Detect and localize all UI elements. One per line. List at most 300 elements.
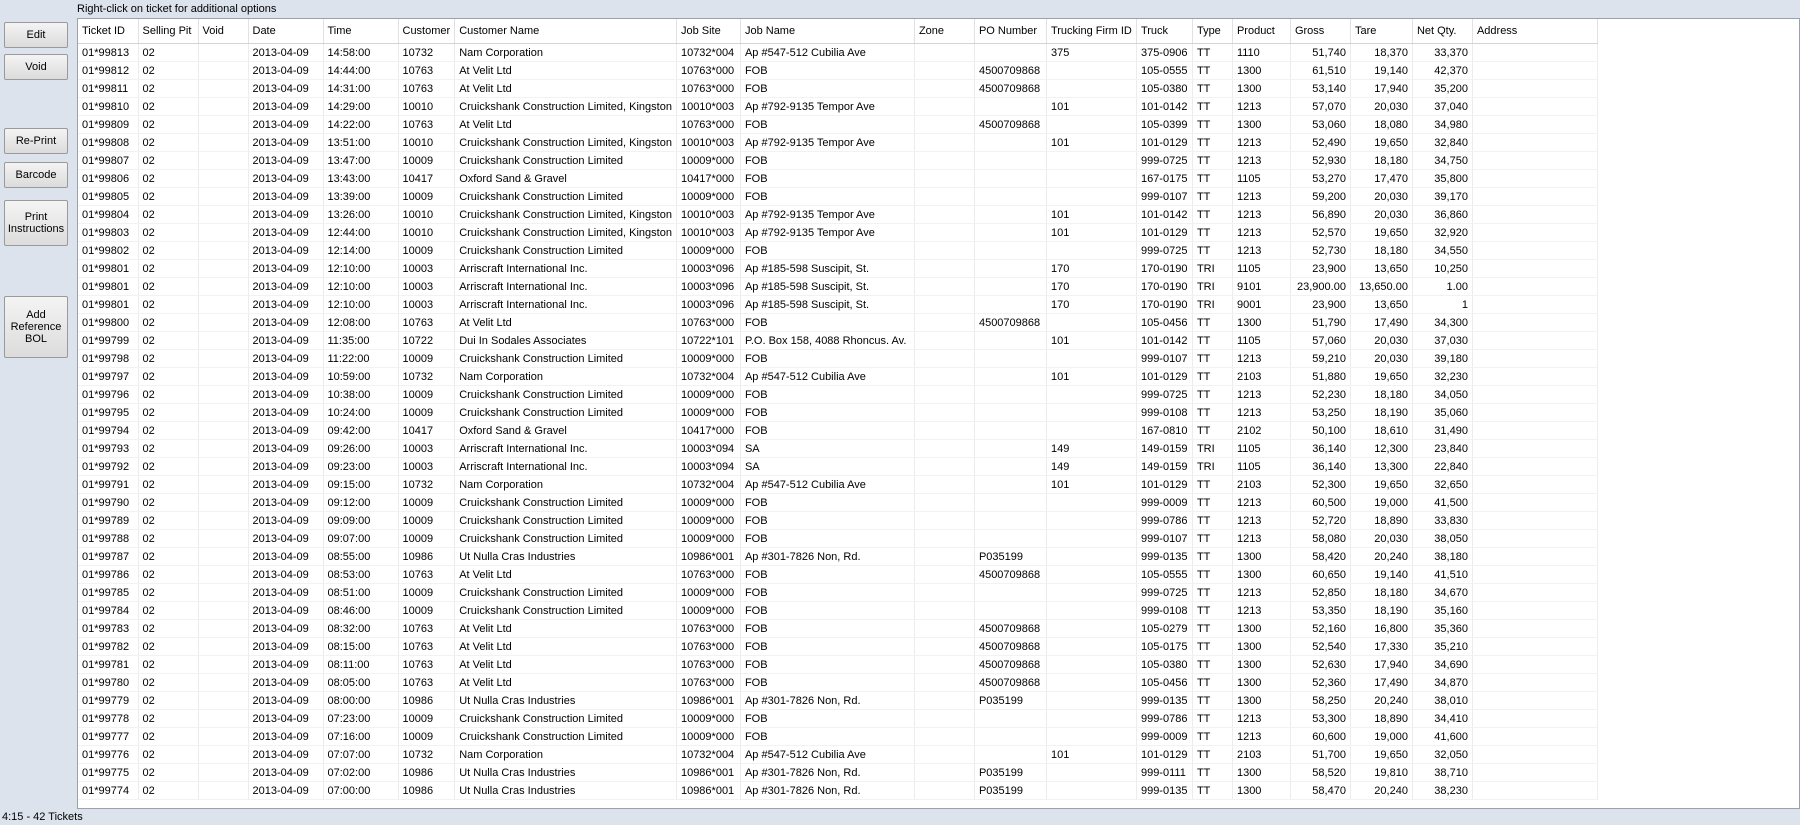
table-row[interactable] [78, 62, 1597, 80]
table-row[interactable] [78, 458, 1597, 476]
cell-customer-name: Cruickshank Construction Limited [455, 602, 677, 620]
cell-customer: 10010 [398, 224, 455, 242]
cell-zone [914, 188, 974, 206]
table-row[interactable] [78, 224, 1597, 242]
cell-net-qty: 36,860 [1412, 206, 1472, 224]
column-header-void[interactable]: Void [198, 19, 248, 44]
table-row[interactable] [78, 422, 1597, 440]
status-bar-text: 4:15 - 42 Tickets [2, 811, 83, 823]
cell-customer-name: Oxford Sand & Gravel [455, 170, 677, 188]
column-header-customer-name[interactable]: Customer Name [455, 19, 677, 44]
cell-net-qty: 35,800 [1412, 170, 1472, 188]
cell-job-name: Ap #301-7826 Non, Rd. [740, 692, 914, 710]
cell-date: 2013-04-09 [248, 98, 323, 116]
cell-customer-name: Cruickshank Construction Limited [455, 386, 677, 404]
action-sidebar [0, 16, 74, 806]
cell-ticket-id: 01*99805 [78, 188, 138, 206]
cell-job-name: Ap #792-9135 Tempor Ave [740, 134, 914, 152]
cell-time: 08:32:00 [323, 620, 398, 638]
cell-job-name: FOB [740, 512, 914, 530]
cell-po-number [974, 224, 1046, 242]
table-row[interactable] [78, 692, 1597, 710]
cell-type: TT [1192, 188, 1232, 206]
cell-date: 2013-04-09 [248, 206, 323, 224]
cell-truck: 105-0175 [1136, 638, 1192, 656]
cell-truck: 999-0009 [1136, 728, 1192, 746]
column-header-trucking-firm-id[interactable]: Trucking Firm ID [1046, 19, 1136, 44]
table-row[interactable] [78, 260, 1597, 278]
cell-selling-pit: 02 [138, 458, 198, 476]
column-header-ticket-id[interactable]: Ticket ID [78, 19, 138, 44]
cell-truck: 105-0555 [1136, 62, 1192, 80]
cell-time: 08:51:00 [323, 584, 398, 602]
cell-trucking-firm-id [1046, 350, 1136, 368]
cell-job-name: Ap #547-512 Cubilia Ave [740, 476, 914, 494]
cell-po-number [974, 134, 1046, 152]
cell-trucking-firm-id [1046, 674, 1136, 692]
cell-po-number [974, 188, 1046, 206]
cell-product: 1105 [1232, 458, 1290, 476]
cell-product: 1300 [1232, 548, 1290, 566]
cell-time: 14:58:00 [323, 44, 398, 62]
cell-selling-pit: 02 [138, 242, 198, 260]
table-row[interactable] [78, 728, 1597, 746]
cell-job-name: Ap #792-9135 Tempor Ave [740, 224, 914, 242]
cell-zone [914, 44, 974, 62]
column-header-po-number[interactable]: PO Number [974, 19, 1046, 44]
table-header-row [78, 19, 1597, 44]
cell-gross: 52,720 [1290, 512, 1350, 530]
cell-time: 09:26:00 [323, 440, 398, 458]
cell-ticket-id: 01*99776 [78, 746, 138, 764]
cell-trucking-firm-id [1046, 764, 1136, 782]
cell-zone [914, 584, 974, 602]
cell-address [1472, 602, 1597, 620]
cell-zone [914, 422, 974, 440]
cell-selling-pit: 02 [138, 224, 198, 242]
cell-type: TT [1192, 242, 1232, 260]
cell-ticket-id: 01*99797 [78, 368, 138, 386]
cell-address [1472, 440, 1597, 458]
cell-customer-name: Cruickshank Construction Limited [455, 728, 677, 746]
cell-selling-pit: 02 [138, 782, 198, 800]
cell-selling-pit: 02 [138, 584, 198, 602]
cell-selling-pit: 02 [138, 404, 198, 422]
cell-trucking-firm-id [1046, 62, 1136, 80]
column-header-tare[interactable]: Tare [1350, 19, 1412, 44]
table-row[interactable] [78, 512, 1597, 530]
cell-customer-name: Arriscraft International Inc. [455, 458, 677, 476]
cell-type: TT [1192, 494, 1232, 512]
table-row[interactable] [78, 404, 1597, 422]
table-row[interactable] [78, 674, 1597, 692]
cell-truck: 105-0456 [1136, 674, 1192, 692]
column-header-type[interactable]: Type [1192, 19, 1232, 44]
cell-product: 1300 [1232, 656, 1290, 674]
cell-job-site: 10763*000 [676, 62, 740, 80]
table-row[interactable] [78, 278, 1597, 296]
cell-po-number [974, 404, 1046, 422]
cell-date: 2013-04-09 [248, 314, 323, 332]
cell-time: 10:24:00 [323, 404, 398, 422]
cell-truck: 105-0380 [1136, 656, 1192, 674]
cell-type: TT [1192, 134, 1232, 152]
cell-selling-pit: 02 [138, 278, 198, 296]
cell-net-qty: 34,300 [1412, 314, 1472, 332]
column-header-date[interactable]: Date [248, 19, 323, 44]
cell-time: 12:44:00 [323, 224, 398, 242]
table-row[interactable] [78, 710, 1597, 728]
tickets-table [78, 19, 1598, 800]
cell-ticket-id: 01*99806 [78, 170, 138, 188]
cell-trucking-firm-id [1046, 566, 1136, 584]
table-row[interactable] [78, 332, 1597, 350]
cell-gross: 52,630 [1290, 656, 1350, 674]
cell-type: TT [1192, 566, 1232, 584]
cell-customer-name: Cruickshank Construction Limited [455, 512, 677, 530]
column-header-job-site[interactable]: Job Site [676, 19, 740, 44]
cell-address [1472, 494, 1597, 512]
cell-job-site: 10009*000 [676, 188, 740, 206]
cell-job-name: Ap #185-598 Suscipit, St. [740, 296, 914, 314]
table-row[interactable] [78, 620, 1597, 638]
table-row[interactable] [78, 116, 1597, 134]
cell-net-qty: 35,210 [1412, 638, 1472, 656]
cell-trucking-firm-id [1046, 782, 1136, 800]
cell-customer-name: Cruickshank Construction Limited [455, 584, 677, 602]
cell-address [1472, 314, 1597, 332]
cell-tare: 19,650 [1350, 134, 1412, 152]
cell-zone [914, 206, 974, 224]
cell-ticket-id: 01*99802 [78, 242, 138, 260]
cell-type: TT [1192, 314, 1232, 332]
cell-selling-pit: 02 [138, 368, 198, 386]
table-row[interactable] [78, 242, 1597, 260]
cell-product: 9101 [1232, 278, 1290, 296]
table-row[interactable] [78, 476, 1597, 494]
cell-time: 10:59:00 [323, 368, 398, 386]
cell-type: TT [1192, 476, 1232, 494]
cell-ticket-id: 01*99782 [78, 638, 138, 656]
cell-address [1472, 44, 1597, 62]
tickets-grid[interactable] [77, 18, 1800, 809]
table-row[interactable] [78, 44, 1597, 62]
cell-void [198, 98, 248, 116]
cell-customer-name: Arriscraft International Inc. [455, 260, 677, 278]
cell-date: 2013-04-09 [248, 80, 323, 98]
cell-zone [914, 440, 974, 458]
cell-date: 2013-04-09 [248, 188, 323, 206]
cell-job-name: FOB [740, 386, 914, 404]
cell-date: 2013-04-09 [248, 332, 323, 350]
cell-job-site: 10009*000 [676, 710, 740, 728]
table-row[interactable] [78, 764, 1597, 782]
add-reference-bol-button[interactable]: Add Reference BOL [4, 296, 68, 358]
cell-customer: 10763 [398, 80, 455, 98]
cell-job-site: 10763*000 [676, 656, 740, 674]
cell-po-number: P035199 [974, 782, 1046, 800]
barcode-button[interactable]: Barcode [4, 162, 68, 188]
cell-product: 1213 [1232, 584, 1290, 602]
cell-truck: 170-0190 [1136, 260, 1192, 278]
cell-gross: 52,300 [1290, 476, 1350, 494]
cell-customer-name: At Velit Ltd [455, 656, 677, 674]
cell-date: 2013-04-09 [248, 224, 323, 242]
print-instructions-button[interactable]: Print Instructions [4, 200, 68, 246]
column-header-gross[interactable]: Gross [1290, 19, 1350, 44]
cell-selling-pit: 02 [138, 566, 198, 584]
cell-void [198, 692, 248, 710]
cell-type: TRI [1192, 296, 1232, 314]
cell-void [198, 548, 248, 566]
cell-truck: 999-0786 [1136, 710, 1192, 728]
cell-product: 1213 [1232, 512, 1290, 530]
edit-button[interactable]: Edit [4, 22, 68, 48]
cell-gross: 58,520 [1290, 764, 1350, 782]
cell-date: 2013-04-09 [248, 764, 323, 782]
cell-type: TT [1192, 638, 1232, 656]
cell-void [198, 260, 248, 278]
cell-void [198, 728, 248, 746]
cell-truck: 101-0129 [1136, 134, 1192, 152]
column-header-product[interactable]: Product [1232, 19, 1290, 44]
cell-po-number: 4500709868 [974, 62, 1046, 80]
cell-trucking-firm-id: 375 [1046, 44, 1136, 62]
cell-product: 1300 [1232, 116, 1290, 134]
cell-product: 1213 [1232, 188, 1290, 206]
table-row[interactable] [78, 98, 1597, 116]
cell-tare: 18,610 [1350, 422, 1412, 440]
cell-job-site: 10003*096 [676, 296, 740, 314]
cell-type: TT [1192, 710, 1232, 728]
cell-type: TT [1192, 746, 1232, 764]
cell-selling-pit: 02 [138, 494, 198, 512]
cell-po-number: 4500709868 [974, 656, 1046, 674]
cell-tare: 18,890 [1350, 710, 1412, 728]
cell-product: 1300 [1232, 674, 1290, 692]
cell-job-site: 10009*000 [676, 242, 740, 260]
cell-trucking-firm-id [1046, 584, 1136, 602]
cell-job-name: Ap #547-512 Cubilia Ave [740, 44, 914, 62]
cell-gross: 52,540 [1290, 638, 1350, 656]
table-row[interactable] [78, 782, 1597, 800]
cell-job-name: FOB [740, 188, 914, 206]
cell-truck: 999-0108 [1136, 404, 1192, 422]
cell-zone [914, 746, 974, 764]
cell-zone [914, 458, 974, 476]
cell-customer-name: Nam Corporation [455, 476, 677, 494]
cell-ticket-id: 01*99801 [78, 278, 138, 296]
cell-void [198, 566, 248, 584]
column-header-net-qty[interactable]: Net Qty. [1412, 19, 1472, 44]
cell-product: 1105 [1232, 170, 1290, 188]
cell-customer: 10763 [398, 674, 455, 692]
cell-customer-name: Oxford Sand & Gravel [455, 422, 677, 440]
cell-trucking-firm-id: 101 [1046, 368, 1136, 386]
table-row[interactable] [78, 368, 1597, 386]
cell-time: 09:09:00 [323, 512, 398, 530]
cell-ticket-id: 01*99784 [78, 602, 138, 620]
cell-date: 2013-04-09 [248, 296, 323, 314]
cell-po-number [974, 332, 1046, 350]
cell-void [198, 440, 248, 458]
cell-product: 1105 [1232, 440, 1290, 458]
cell-time: 08:46:00 [323, 602, 398, 620]
cell-job-name: FOB [740, 566, 914, 584]
cell-job-name: FOB [740, 602, 914, 620]
cell-po-number [974, 170, 1046, 188]
void-button[interactable]: Void [4, 54, 68, 80]
table-row[interactable] [78, 152, 1597, 170]
cell-tare: 12,300 [1350, 440, 1412, 458]
cell-ticket-id: 01*99789 [78, 512, 138, 530]
cell-trucking-firm-id: 101 [1046, 332, 1136, 350]
cell-type: TRI [1192, 458, 1232, 476]
cell-po-number [974, 296, 1046, 314]
cell-customer-name: At Velit Ltd [455, 638, 677, 656]
cell-void [198, 188, 248, 206]
cell-ticket-id: 01*99799 [78, 332, 138, 350]
cell-ticket-id: 01*99788 [78, 530, 138, 548]
table-row[interactable] [78, 746, 1597, 764]
cell-job-site: 10010*003 [676, 206, 740, 224]
cell-product: 1105 [1232, 332, 1290, 350]
cell-selling-pit: 02 [138, 296, 198, 314]
cell-type: TT [1192, 422, 1232, 440]
cell-product: 1300 [1232, 620, 1290, 638]
table-row[interactable] [78, 314, 1597, 332]
cell-product: 1300 [1232, 764, 1290, 782]
cell-truck: 999-0786 [1136, 512, 1192, 530]
cell-ticket-id: 01*99794 [78, 422, 138, 440]
cell-tare: 18,080 [1350, 116, 1412, 134]
cell-address [1472, 350, 1597, 368]
column-header-selling-pit[interactable]: Selling Pit [138, 19, 198, 44]
cell-time: 14:31:00 [323, 80, 398, 98]
table-row[interactable] [78, 170, 1597, 188]
cell-type: TT [1192, 386, 1232, 404]
table-row[interactable] [78, 296, 1597, 314]
table-row[interactable] [78, 350, 1597, 368]
column-header-job-name[interactable]: Job Name [740, 19, 914, 44]
table-row[interactable] [78, 548, 1597, 566]
cell-address [1472, 368, 1597, 386]
cell-product: 1105 [1232, 260, 1290, 278]
cell-address [1472, 566, 1597, 584]
cell-customer: 10003 [398, 458, 455, 476]
cell-zone [914, 98, 974, 116]
column-header-time[interactable]: Time [323, 19, 398, 44]
table-row[interactable] [78, 80, 1597, 98]
cell-net-qty: 42,370 [1412, 62, 1472, 80]
cell-time: 12:14:00 [323, 242, 398, 260]
cell-job-name: FOB [740, 584, 914, 602]
cell-trucking-firm-id [1046, 710, 1136, 728]
cell-date: 2013-04-09 [248, 710, 323, 728]
table-row[interactable] [78, 440, 1597, 458]
table-row[interactable] [78, 656, 1597, 674]
column-header-truck[interactable]: Truck [1136, 19, 1192, 44]
cell-customer-name: At Velit Ltd [455, 674, 677, 692]
cell-job-site: 10009*000 [676, 728, 740, 746]
column-header-address[interactable]: Address [1472, 19, 1597, 44]
column-header-customer[interactable]: Customer [398, 19, 455, 44]
cell-customer: 10009 [398, 188, 455, 206]
cell-selling-pit: 02 [138, 512, 198, 530]
cell-selling-pit: 02 [138, 692, 198, 710]
table-row[interactable] [78, 638, 1597, 656]
cell-selling-pit: 02 [138, 260, 198, 278]
cell-gross: 59,200 [1290, 188, 1350, 206]
cell-po-number [974, 512, 1046, 530]
cell-product: 2103 [1232, 368, 1290, 386]
cell-net-qty: 34,410 [1412, 710, 1472, 728]
cell-ticket-id: 01*99793 [78, 440, 138, 458]
cell-po-number: 4500709868 [974, 80, 1046, 98]
table-row[interactable] [78, 206, 1597, 224]
column-header-zone[interactable]: Zone [914, 19, 974, 44]
cell-customer: 10763 [398, 116, 455, 134]
cell-job-site: 10009*000 [676, 152, 740, 170]
table-row[interactable] [78, 386, 1597, 404]
cell-product: 1213 [1232, 350, 1290, 368]
cell-customer: 10732 [398, 368, 455, 386]
cell-job-site: 10986*001 [676, 548, 740, 566]
cell-zone [914, 764, 974, 782]
cell-job-site: 10732*004 [676, 44, 740, 62]
cell-gross: 53,350 [1290, 602, 1350, 620]
cell-void [198, 62, 248, 80]
cell-date: 2013-04-09 [248, 728, 323, 746]
cell-type: TT [1192, 206, 1232, 224]
cell-product: 1300 [1232, 314, 1290, 332]
table-row[interactable] [78, 494, 1597, 512]
table-row[interactable] [78, 134, 1597, 152]
cell-job-name: FOB [740, 170, 914, 188]
cell-customer: 10009 [398, 584, 455, 602]
table-row[interactable] [78, 566, 1597, 584]
cell-selling-pit: 02 [138, 638, 198, 656]
cell-customer: 10986 [398, 782, 455, 800]
cell-tare: 19,000 [1350, 728, 1412, 746]
cell-void [198, 656, 248, 674]
table-row[interactable] [78, 602, 1597, 620]
table-row[interactable] [78, 584, 1597, 602]
cell-net-qty: 32,050 [1412, 746, 1472, 764]
cell-date: 2013-04-09 [248, 476, 323, 494]
cell-po-number: 4500709868 [974, 638, 1046, 656]
cell-ticket-id: 01*99800 [78, 314, 138, 332]
cell-tare: 20,240 [1350, 692, 1412, 710]
cell-truck: 101-0129 [1136, 368, 1192, 386]
table-row[interactable] [78, 530, 1597, 548]
cell-time: 08:05:00 [323, 674, 398, 692]
cell-customer: 10732 [398, 44, 455, 62]
cell-job-site: 10763*000 [676, 80, 740, 98]
cell-ticket-id: 01*99807 [78, 152, 138, 170]
cell-gross: 59,210 [1290, 350, 1350, 368]
cell-customer-name: Ut Nulla Cras Industries [455, 548, 677, 566]
cell-job-site: 10003*094 [676, 458, 740, 476]
cell-po-number [974, 98, 1046, 116]
reprint-button[interactable]: Re-Print [4, 128, 68, 154]
cell-product: 1213 [1232, 98, 1290, 116]
cell-type: TT [1192, 98, 1232, 116]
cell-po-number [974, 260, 1046, 278]
cell-tare: 13,650.00 [1350, 278, 1412, 296]
cell-date: 2013-04-09 [248, 746, 323, 764]
table-row[interactable] [78, 188, 1597, 206]
